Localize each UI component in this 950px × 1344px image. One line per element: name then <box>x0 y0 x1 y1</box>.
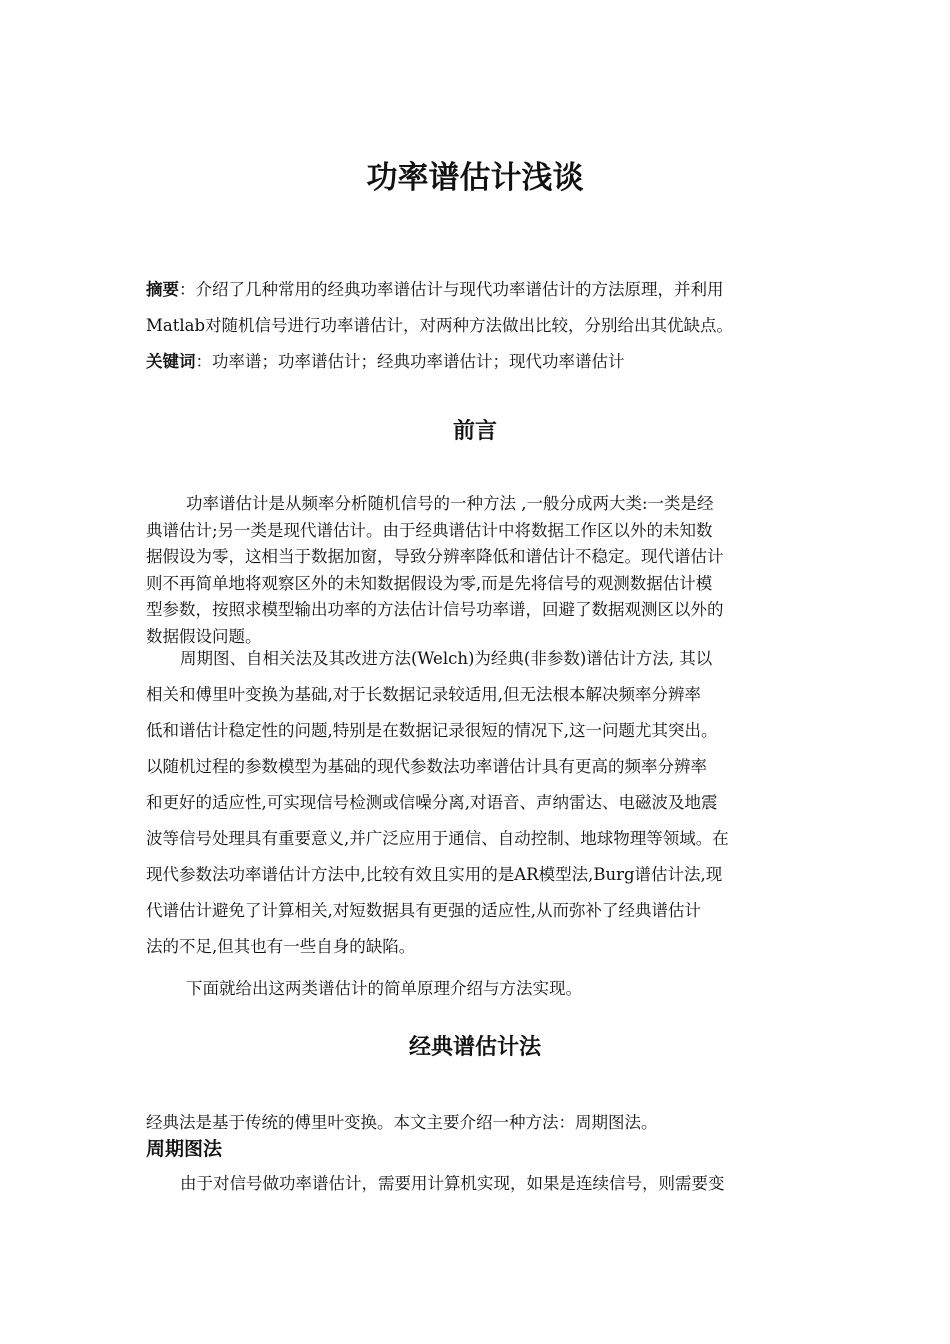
text-line: 现代参数法功率谱估计方法中,比较有效且实用的是AR模型法,Burg谱估计法,现 <box>146 865 723 884</box>
text-line: 波等信号处理具有重要意义,并广泛应用于通信、自动控制、地球物理等领域。在 <box>146 829 729 848</box>
text-line: 低和谱估计稳定性的问题,特别是在数据记录很短的情况下,这一问题尤其突出。 <box>146 721 718 740</box>
section-heading-preface: 前言 <box>452 419 497 444</box>
abstract-text-2: Matlab对随机信号进行功率谱估计，对两种方法做出比较，分别给出其优缺点。 <box>146 316 734 335</box>
preface-paragraph-1 <box>146 491 816 650</box>
periodogram-text: 由于对信号做功率谱估计，需要用计算机实现，如果是连续信号，则需要变 <box>180 1174 725 1193</box>
text-line: 周期图、自相关法及其改进方法(Welch)为经典(非参数)谱估计方法, 其以 <box>180 649 713 668</box>
classic-intro: 经典法是基于传统的傅里叶变换。本文主要介绍一种方法：周期图法。 <box>146 1113 658 1132</box>
text-line: 数据假设问题。 <box>146 626 262 646</box>
text-line: 法的不足,但其也有一些自身的缺陷。 <box>146 937 416 956</box>
text-line: 据假设为零，这相当于数据加窗，导致分辨率降低和谱估计不稳定。现代谱估计 <box>146 547 724 566</box>
text-line: 相关和傅里叶变换为基础,对于长数据记录较适用,但无法根本解决频率分辨率 <box>146 685 701 704</box>
text-line: 和更好的适应性,可实现信号检测或信噪分离,对语音、声纳雷达、电磁波及地震 <box>146 793 718 812</box>
section-heading-classic: 经典谱估计法 <box>408 1035 541 1060</box>
keywords-label: 关键词 <box>146 352 196 371</box>
keywords-line <box>146 348 816 384</box>
text-line: 则不再简单地将观察区外的未知数据假设为零,而是先将信号的观测数据估计模 <box>146 573 713 593</box>
preface-paragraph-2 <box>146 644 816 968</box>
preface-paragraph-3: 下面就给出这两类谱估计的简单原理介绍与方法实现。 <box>186 979 582 998</box>
page-title: 功率谱估计浅谈 <box>366 160 584 196</box>
text-line: 以随机过程的参数模型为基础的现代参数法功率谱估计具有更高的频率分辨率 <box>146 757 707 776</box>
text-line: 典谱估计;另一类是现代谱估计。由于经典谱估计中将数据工作区以外的未知数 <box>146 520 713 540</box>
text-line: 型参数，按照求模型输出功率的方法估计信号功率谱，回避了数据观测区以外的 <box>146 600 724 619</box>
abstract-text-1: ：介绍了几种常用的经典功率谱估计与现代功率谱估计的方法原理，并利用 <box>179 280 724 299</box>
sub-heading-periodogram: 周期图法 <box>146 1138 223 1160</box>
abstract-block <box>146 276 816 384</box>
abstract-line-1 <box>146 276 816 312</box>
text-line: 代谱估计避免了计算相关,对短数据具有更强的适应性,从而弥补了经典谱估计 <box>146 901 701 920</box>
keywords-text: ：功率谱；功率谱估计；经典功率谱估计；现代功率谱估计 <box>195 352 625 371</box>
abstract-label: 摘要 <box>146 280 179 299</box>
text-line: 功率谱估计是从频率分析随机信号的一种方法 ,一般分成两大类:一类是经 <box>186 494 714 513</box>
